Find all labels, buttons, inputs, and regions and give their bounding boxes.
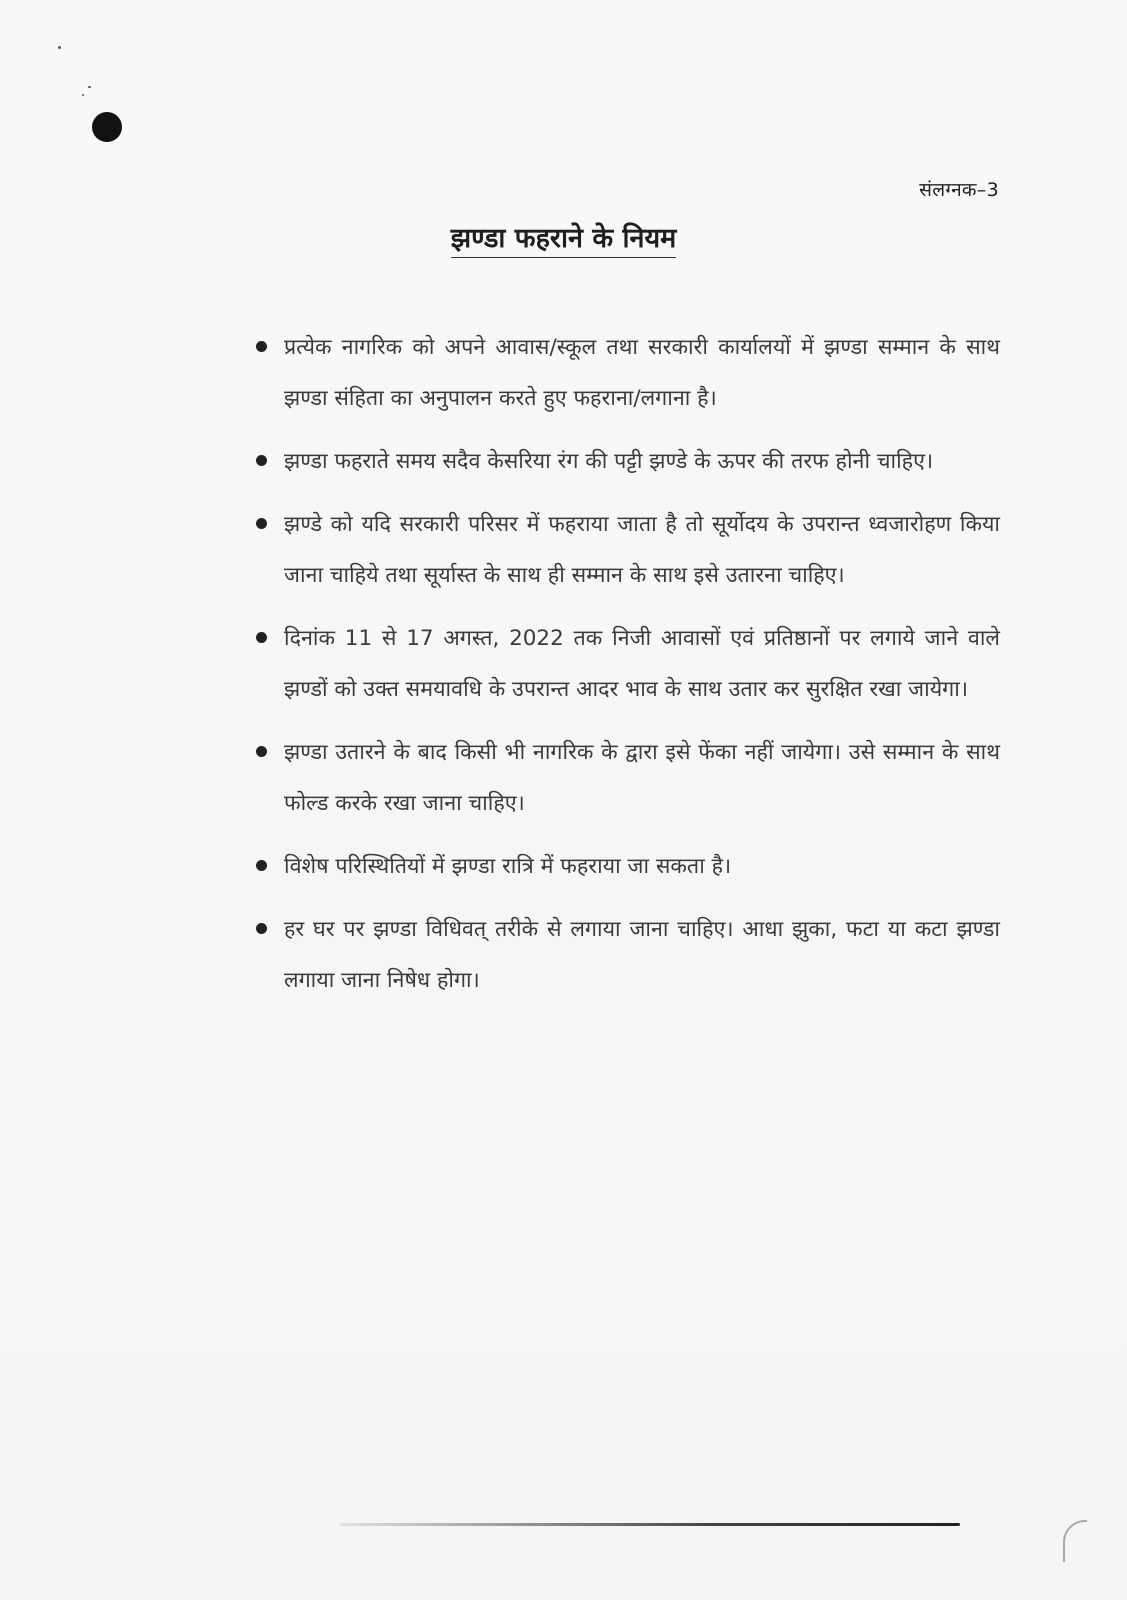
page-title-text: झण्डा फहराने के नियम [451,223,677,258]
bullet-icon [256,341,267,352]
rule-item-2 [252,436,1000,487]
bullet-icon [256,860,267,871]
rules-list [252,322,1000,1018]
bullet-icon [256,746,267,757]
rule-text: झण्डा फहराते समय सदैव केसरिया रंग की पट्टी झण्डे के ऊपर की तरफ होनी चाहिए। [284,449,934,474]
scan-speck [82,94,84,96]
rule-item-5 [252,727,1000,829]
bullet-icon [256,632,267,643]
bullet-icon [256,455,267,466]
rule-text: हर घर पर झण्डा विधिवत् तरीके से लगाया जाना चाहिए। आधा झुका, फटा या कटा झण्डा लगाया जाना निषेध होगा। [284,917,1000,993]
footer-divider [340,1523,960,1526]
rule-item-3 [252,499,1000,601]
rule-item-7 [252,904,1000,1006]
rule-text: दिनांक 11 से 17 अगस्त, 2022 तक निजी आवासों एवं प्रतिष्ठानों पर लगाये जाने वाले झण्डों को उक्त समयावधि के उपरान्त आदर भाव के साथ उतार कर सुरक्षित रखा जायेगा। [284,626,1000,702]
scan-speck [58,46,61,49]
rule-text: झण्डे को यदि सरकारी परिसर में फहराया जाता है तो सूर्योदय के उपरान्त ध्वजारोहण किया जाना चाहिये तथा सूर्यास्त के साथ ही सम्मान के साथ इसे उतारना चाहिए। [284,512,1000,588]
rule-item-1 [252,322,1000,424]
page-title [0,218,1127,255]
scan-speck [88,86,91,88]
bullet-icon [256,923,267,934]
rule-text: प्रत्येक नागरिक को अपने आवास/स्कूल तथा सरकारी कार्यालयों में झण्डा सम्मान के साथ झण्डा संहिता का अनुपालन करते हुए फहराना/लगाना है। [284,335,1000,411]
rule-item-4 [252,613,1000,715]
page-corner-mark [1063,1520,1087,1562]
annexure-label: संलग्नक–3 [919,179,999,201]
punch-hole [92,112,122,142]
bullet-icon [256,518,267,529]
rule-text: विशेष परिस्थितियों में झण्डा रात्रि में फहराया जा सकता है। [284,854,732,879]
rule-item-6 [252,841,1000,892]
rule-text: झण्डा उतारने के बाद किसी भी नागरिक के द्वारा इसे फेंका नहीं जायेगा। उसे सम्मान के साथ फोल्ड करके रखा जाना चाहिए। [284,740,1000,816]
